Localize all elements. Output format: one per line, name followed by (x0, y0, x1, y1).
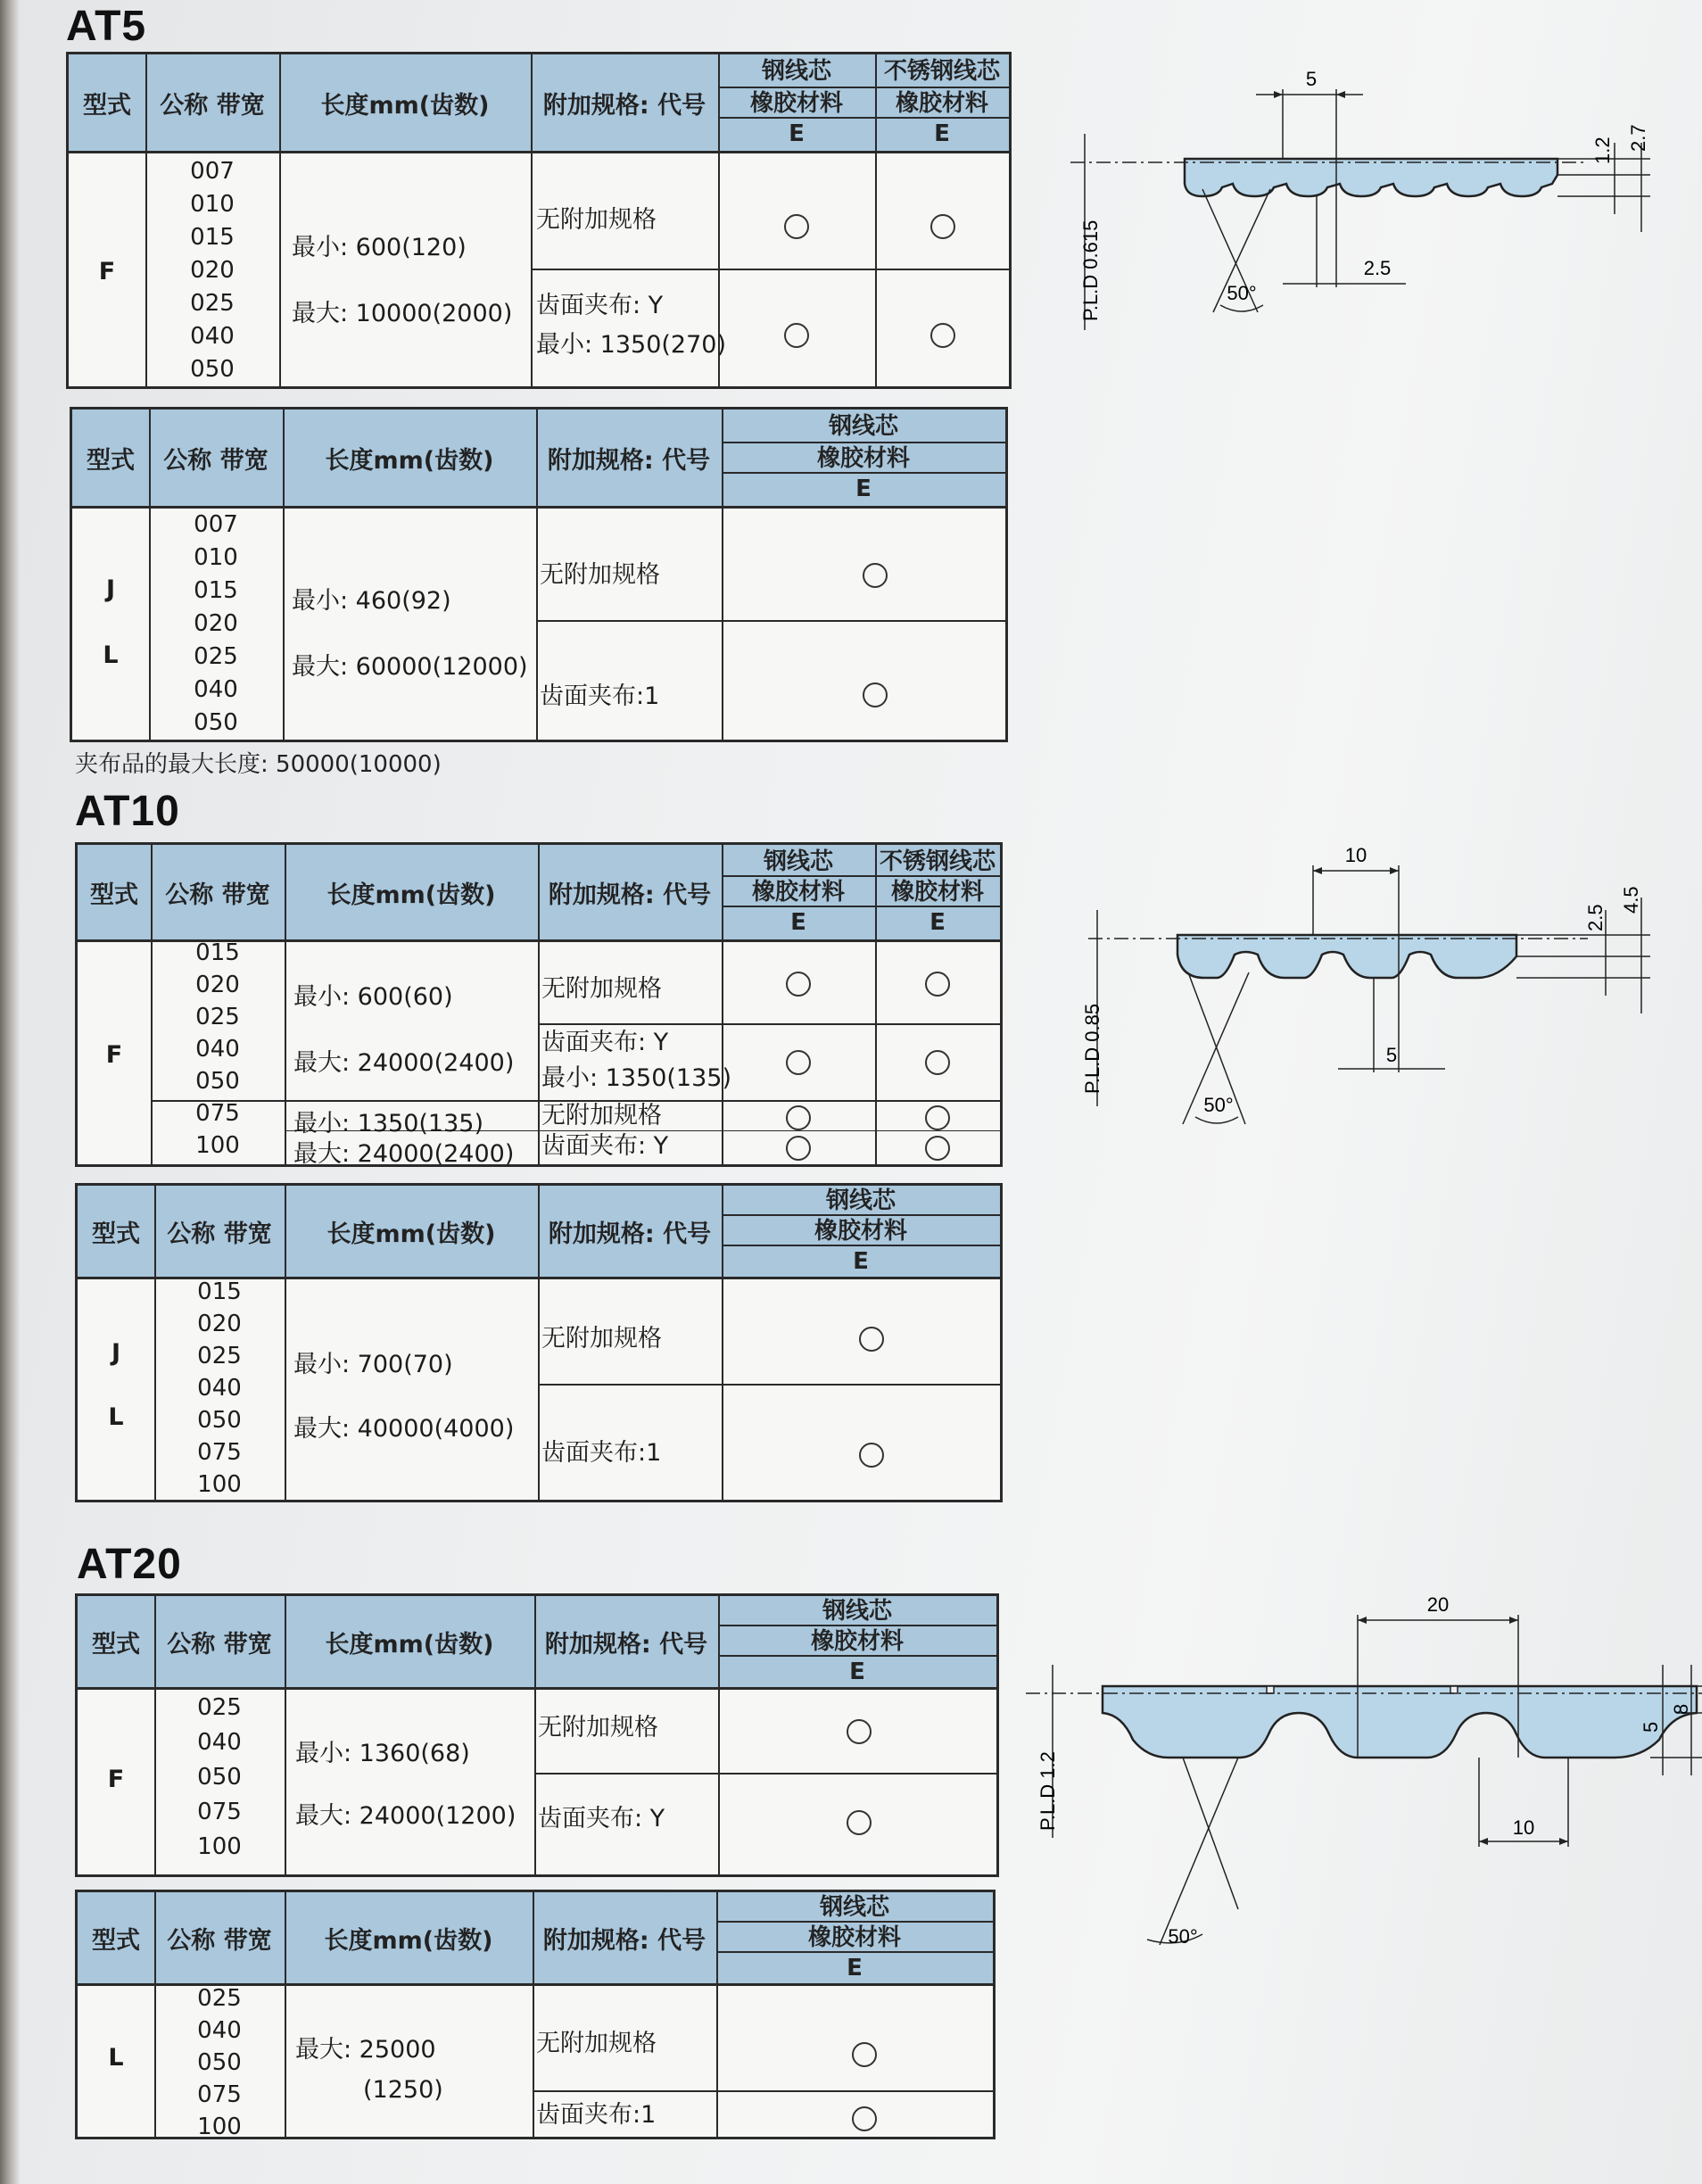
header-length: 长度mm(齿数) (324, 1926, 493, 1955)
header-width: 公称 带宽 (167, 1630, 272, 1659)
material-code-label: E (853, 1248, 869, 1275)
material-code-label: E (929, 909, 946, 936)
pld-label: P.L.D 0.85 (1081, 1003, 1103, 1094)
header-length: 长度mm(齿数) (320, 91, 490, 120)
header-width: 公称 带宽 (160, 91, 265, 120)
at10-table-jl (75, 1183, 1003, 1502)
material-rubber-label: 橡胶材料 (751, 879, 845, 906)
available-mark (786, 1050, 811, 1075)
at5-table-jl (70, 407, 1008, 742)
at5-table-f (66, 52, 1012, 389)
available-mark (786, 1136, 811, 1161)
extra-facing-min: 最小: 1350(135) (541, 1064, 731, 1092)
length-max: 最大: 24000(1200) (295, 1802, 516, 1830)
extra-none: 无附加规格 (540, 561, 660, 589)
width-value: 050 (197, 2049, 242, 2076)
available-mark (847, 1810, 872, 1835)
type-code: L (108, 1403, 124, 1431)
width-value: 050 (197, 1764, 242, 1791)
height-1-label: 5 (1640, 1721, 1662, 1733)
available-mark (930, 323, 955, 348)
length-min: 最小: 460(92) (292, 587, 451, 615)
extra-facing-cloth: 齿面夹布: Y (541, 1132, 669, 1160)
available-mark (863, 682, 888, 707)
tooth-width-label: 2.5 (1363, 257, 1392, 279)
pld-label: P.L.D 1.2 (1037, 1751, 1059, 1831)
extra-none: 无附加规格 (538, 1714, 658, 1741)
header-length: 长度mm(齿数) (325, 446, 494, 475)
width-value: 075 (197, 2081, 242, 2108)
tooth-width-label: 5 (1385, 1044, 1398, 1066)
material-core-label: 不锈钢线芯 (883, 58, 1000, 85)
extra-none: 无附加规格 (541, 1325, 662, 1353)
material-core-label: 钢线芯 (822, 1598, 892, 1625)
length-min: 最小: 600(60) (293, 983, 453, 1011)
at10-table-f (75, 842, 1003, 1167)
angle-label: 50° (1168, 1925, 1198, 1948)
header-length: 长度mm(齿数) (326, 1220, 496, 1248)
header-extra: 附加规格: 代号 (547, 446, 711, 475)
width-value: 015 (194, 577, 238, 604)
available-mark (852, 2106, 877, 2131)
available-mark (852, 2042, 877, 2067)
extra-facing-cloth: 齿面夹布:1 (536, 2101, 657, 2129)
material-code-label: E (855, 476, 872, 502)
note-max-length: 夹布品的最大长度: 50000(10000) (75, 751, 442, 778)
width-value: 050 (190, 356, 235, 383)
extra-facing-cloth: 齿面夹布: Y (536, 292, 664, 319)
header-extra: 附加规格: 代号 (548, 1220, 712, 1248)
type-code: L (103, 641, 119, 669)
available-mark (930, 214, 955, 239)
section-title-at20: AT20 (77, 1541, 182, 1588)
width-value: 100 (197, 1471, 242, 1498)
at20-table-f (75, 1593, 999, 1877)
header-type: 型式 (92, 1926, 140, 1955)
material-rubber-label: 橡胶材料 (895, 90, 988, 117)
type-code: F (98, 258, 116, 285)
type-code: J (105, 575, 116, 603)
extra-facing-cloth: 齿面夹布:1 (541, 1439, 662, 1467)
width-value: 025 (197, 1985, 242, 2012)
header-type: 型式 (92, 1220, 140, 1248)
header-width: 公称 带宽 (163, 446, 269, 475)
height-2-label: 8 (1670, 1703, 1692, 1715)
width-value: 015 (195, 939, 240, 966)
width-value: 040 (197, 1375, 242, 1402)
header-width: 公称 带宽 (167, 1220, 272, 1248)
header-width: 公称 带宽 (165, 881, 270, 909)
length-min: 最小: 600(120) (292, 234, 467, 261)
width-value: 075 (195, 1100, 240, 1127)
width-value: 020 (190, 257, 235, 284)
width-value: 050 (194, 709, 238, 736)
page-spine (0, 0, 20, 2184)
width-value: 020 (195, 972, 240, 998)
at10-belt-profile-diagram (1070, 839, 1677, 1142)
material-core-label: 钢线芯 (763, 848, 833, 875)
material-rubber-label: 橡胶材料 (807, 1924, 901, 1951)
length-max-teeth: (1250) (363, 2076, 443, 2104)
header-extra: 附加规格: 代号 (542, 91, 706, 120)
width-value: 040 (197, 2017, 242, 2044)
material-core-label: 钢线芯 (819, 1894, 889, 1921)
pitch-label: 20 (1426, 1593, 1450, 1616)
section-title-at10: AT10 (75, 788, 180, 835)
width-value: 010 (190, 191, 235, 218)
header-length: 长度mm(齿数) (325, 1630, 494, 1659)
extra-none: 无附加规格 (541, 1102, 662, 1129)
material-code-label: E (934, 120, 950, 147)
material-rubber-label: 橡胶材料 (810, 1628, 904, 1655)
material-code-label: E (789, 120, 805, 147)
extra-facing-min: 最小: 1350(270) (536, 331, 726, 359)
width-value: 020 (194, 610, 238, 637)
extra-facing-cloth: 齿面夹布:1 (540, 682, 660, 710)
section-title-at5: AT5 (66, 3, 147, 50)
extra-facing-cloth: 齿面夹布: Y (541, 1029, 669, 1056)
length-max: 最大: 10000(2000) (292, 300, 513, 327)
material-core-label: 钢线芯 (828, 413, 898, 440)
available-mark (863, 563, 888, 588)
width-value: 040 (195, 1036, 240, 1063)
header-extra: 附加规格: 代号 (548, 881, 712, 909)
width-value: 040 (197, 1729, 242, 1756)
header-type: 型式 (87, 446, 135, 475)
header-extra: 附加规格: 代号 (542, 1926, 706, 1955)
height-1-label: 2.5 (1584, 904, 1607, 931)
angle-label: 50° (1227, 282, 1257, 304)
available-mark (847, 1719, 872, 1744)
width-value: 040 (190, 323, 235, 350)
length-min: 最小: 1350(135) (293, 1110, 483, 1138)
material-rubber-label: 橡胶材料 (816, 445, 910, 472)
at5-belt-profile-diagram (1053, 54, 1677, 339)
width-value: 040 (194, 676, 238, 703)
available-mark (925, 1050, 950, 1075)
type-code: L (108, 2044, 124, 2072)
width-value: 025 (197, 1343, 242, 1369)
header-type: 型式 (92, 1630, 140, 1659)
tooth-width-label: 10 (1512, 1816, 1535, 1839)
material-code-label: E (790, 909, 806, 936)
length-max: 最大: 24000(2400) (293, 1140, 515, 1168)
width-value: 020 (197, 1311, 242, 1337)
at20-belt-profile-diagram (1026, 1588, 1702, 1963)
length-min: 最小: 700(70) (293, 1351, 453, 1378)
material-code-label: E (849, 1659, 865, 1685)
type-code: F (105, 1041, 123, 1069)
height-2-label: 2.7 (1627, 124, 1649, 152)
width-value: 025 (197, 1694, 242, 1721)
width-value: 015 (197, 1278, 242, 1305)
extra-none: 无附加规格 (536, 2030, 657, 2057)
material-core-label: 钢线芯 (761, 58, 831, 85)
available-mark (925, 1105, 950, 1130)
header-extra: 附加规格: 代号 (544, 1630, 708, 1659)
header-type: 型式 (90, 881, 138, 909)
available-mark (784, 323, 809, 348)
width-value: 050 (195, 1068, 240, 1095)
material-rubber-label: 橡胶材料 (890, 879, 984, 906)
width-value: 025 (190, 290, 235, 317)
available-mark (925, 1136, 950, 1161)
width-value: 100 (197, 2114, 242, 2140)
available-mark (786, 1105, 811, 1130)
height-2-label: 4.5 (1620, 886, 1642, 914)
pitch-label: 5 (1305, 68, 1318, 90)
type-code: F (107, 1766, 125, 1793)
material-rubber-label: 橡胶材料 (814, 1218, 907, 1245)
pitch-label: 10 (1344, 844, 1367, 866)
header-type: 型式 (83, 91, 131, 120)
length-max: 最大: 40000(4000) (293, 1415, 515, 1443)
height-1-label: 1.2 (1591, 136, 1614, 164)
width-value: 075 (197, 1439, 242, 1466)
material-code-label: E (847, 1955, 863, 1981)
length-min: 最小: 1360(68) (295, 1740, 470, 1767)
material-rubber-label: 橡胶材料 (749, 90, 843, 117)
length-max: 最大: 60000(12000) (292, 653, 528, 681)
at20-table-l (75, 1890, 996, 2139)
width-value: 100 (197, 1833, 242, 1860)
extra-facing-cloth: 齿面夹布: Y (538, 1805, 665, 1832)
header-length: 长度mm(齿数) (326, 881, 496, 909)
length-max: 最大: 25000 (295, 2036, 436, 2064)
header-width: 公称 带宽 (167, 1926, 272, 1955)
pld-label: P.L.D 0.615 (1079, 219, 1102, 321)
width-value: 075 (197, 1799, 242, 1825)
width-value: 007 (190, 158, 235, 185)
available-mark (786, 972, 811, 997)
width-value: 010 (194, 544, 238, 571)
width-value: 050 (197, 1407, 242, 1434)
angle-label: 50° (1203, 1094, 1234, 1116)
extra-none: 无附加规格 (541, 975, 662, 1003)
material-core-label: 钢线芯 (825, 1187, 896, 1214)
length-max: 最大: 24000(2400) (293, 1049, 515, 1077)
width-value: 025 (194, 643, 238, 670)
available-mark (784, 214, 809, 239)
available-mark (925, 972, 950, 997)
available-mark (859, 1443, 884, 1468)
width-value: 025 (195, 1004, 240, 1030)
type-code: J (111, 1339, 121, 1367)
width-value: 007 (194, 511, 238, 538)
extra-none: 无附加规格 (536, 206, 657, 234)
width-value: 015 (190, 224, 235, 251)
width-value: 100 (195, 1132, 240, 1159)
material-core-label: 不锈钢线芯 (879, 848, 996, 875)
available-mark (859, 1327, 884, 1352)
